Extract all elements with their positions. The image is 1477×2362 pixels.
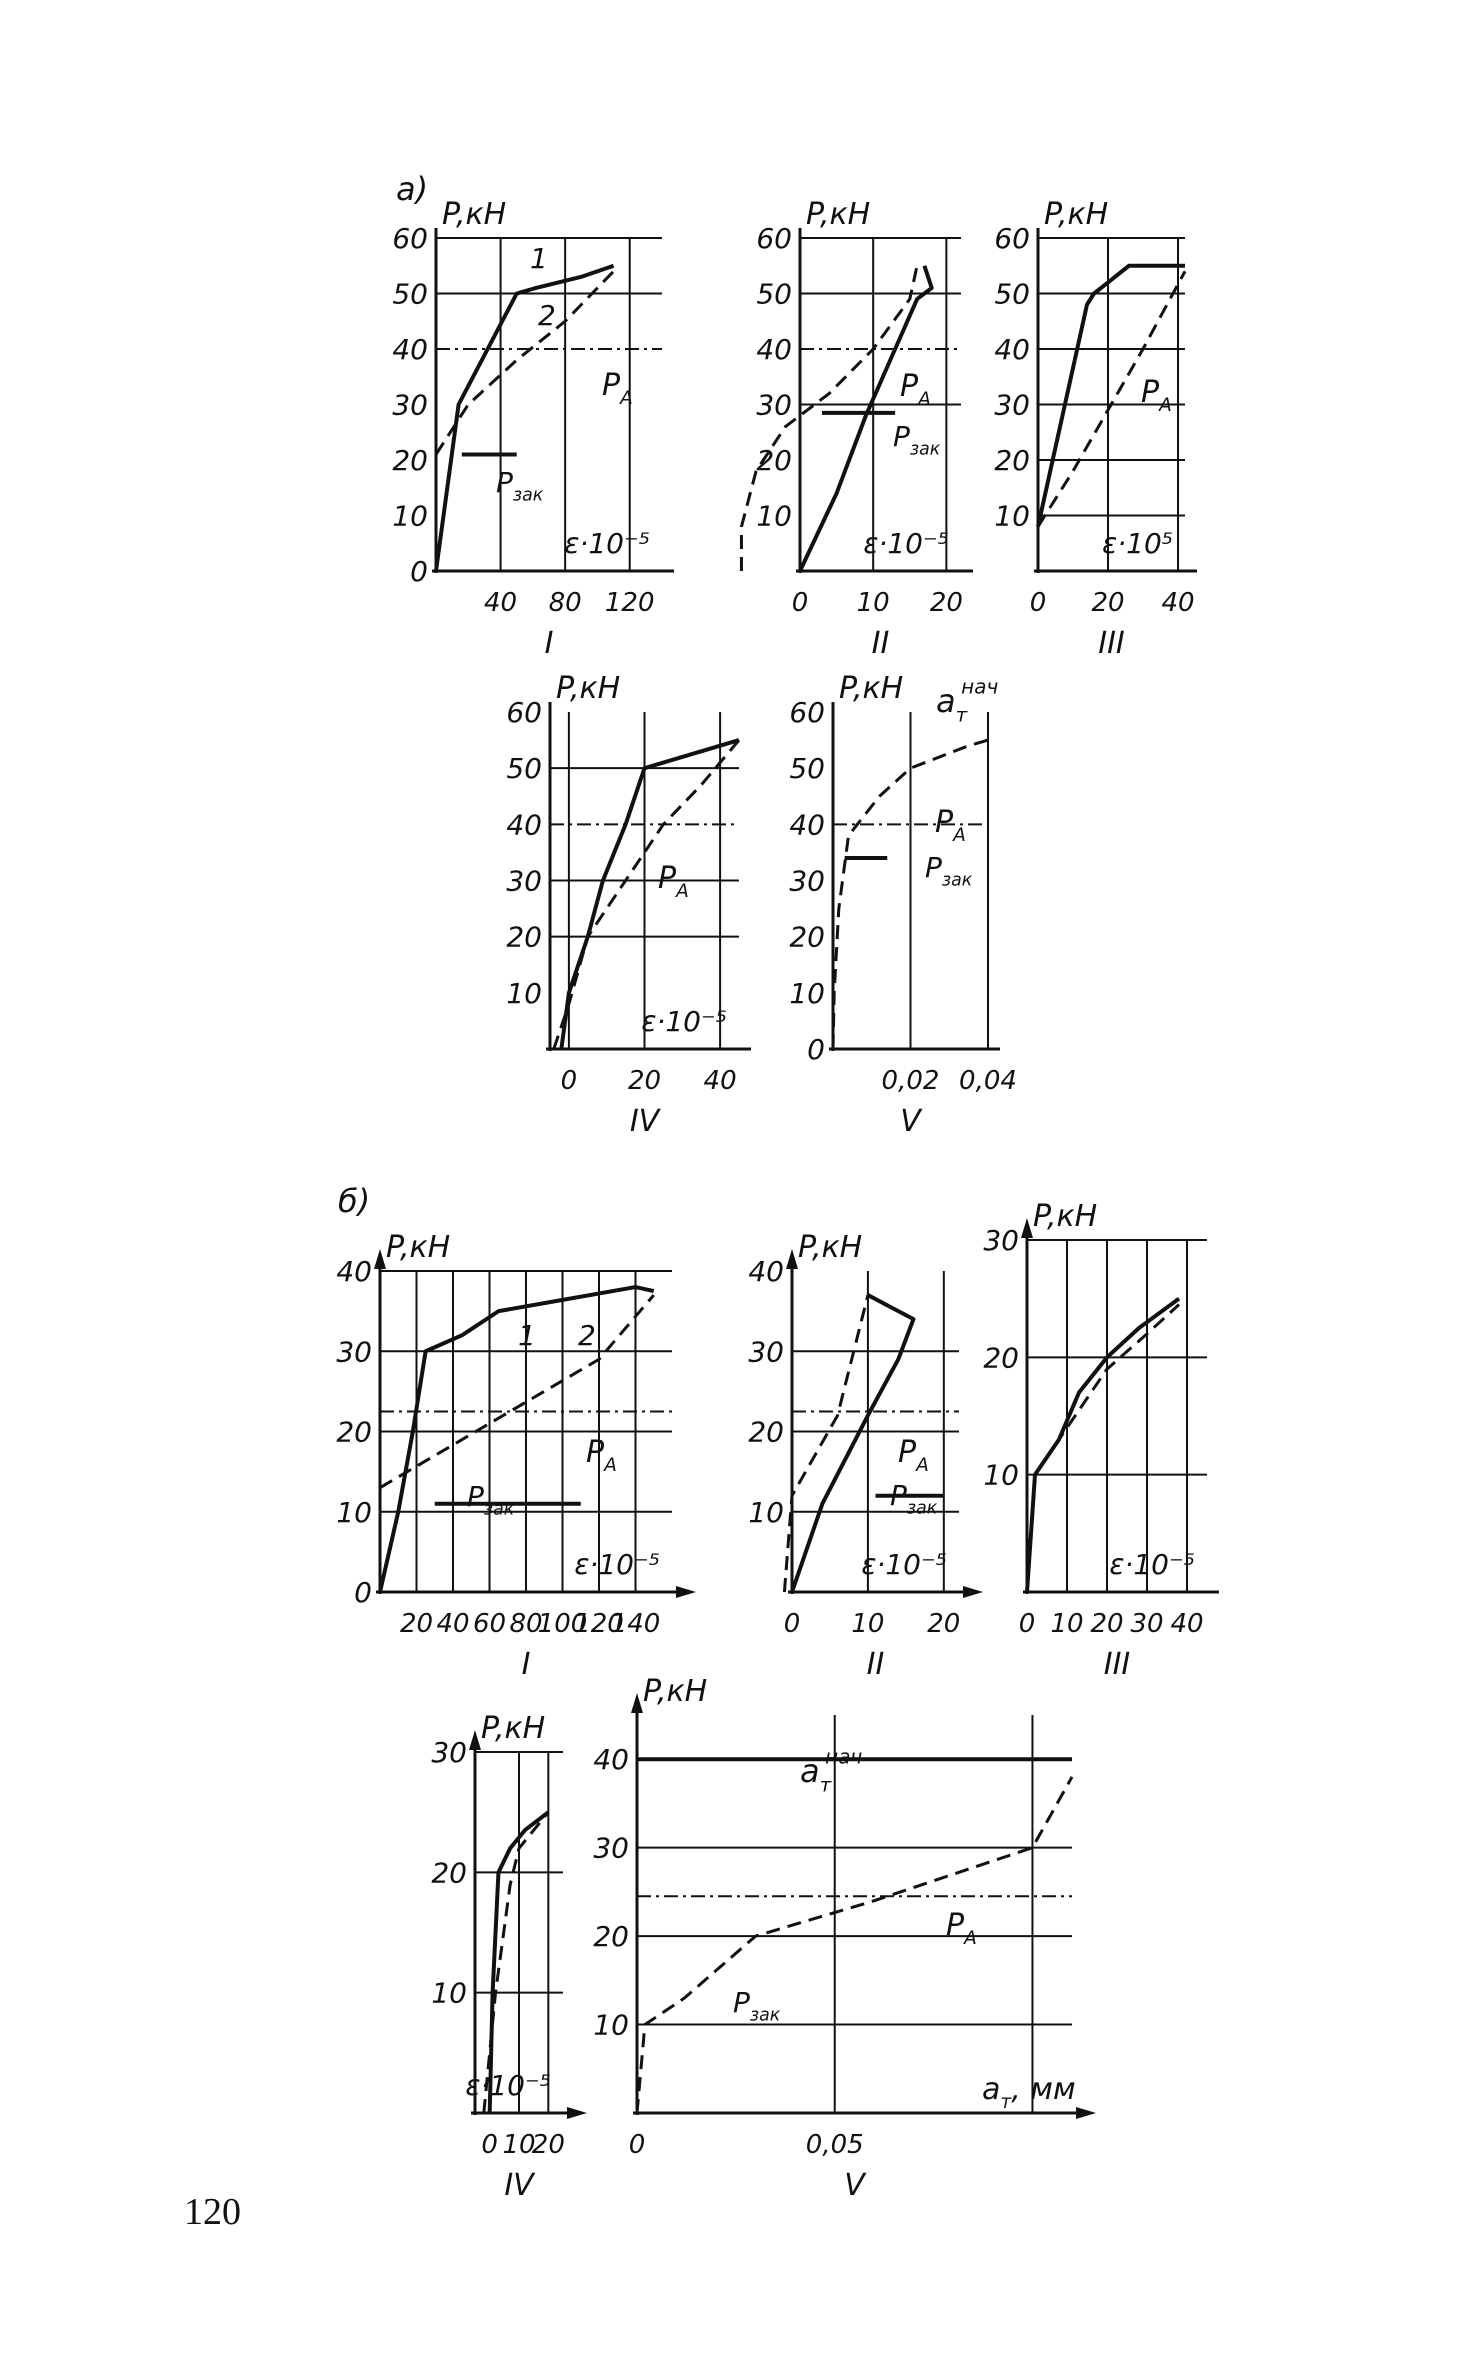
panel-label: V: [900, 1104, 921, 1139]
x-axis-label: ε·10⁻⁵: [1109, 1548, 1195, 1581]
label-p-zak: $P_{зак}$: [890, 1479, 938, 1519]
label-p-a: $P_A$: [946, 1908, 977, 1949]
y-tick-label: 20: [336, 1415, 372, 1449]
y-tick-label: 10: [756, 499, 792, 533]
y-tick-label: 40: [789, 808, 825, 842]
label-p-a: $P_A$: [898, 1435, 929, 1476]
x-tick-label: 0: [791, 588, 809, 618]
x-tick-label: 120: [574, 1609, 624, 1639]
label-p-a: $P_A$: [602, 368, 633, 409]
series-line-2: [436, 271, 614, 454]
x-tick-label: 20: [399, 1609, 434, 1639]
y-axis-label: P,кН: [839, 671, 904, 706]
x-axis-label: ε·10⁻⁵: [564, 527, 650, 560]
panel-label: IV: [629, 1104, 660, 1139]
curve-number-1: 1: [530, 242, 548, 275]
chart-b5: [593, 1674, 1096, 2203]
y-tick-label: 10: [789, 976, 825, 1010]
x-tick-label: 0,02: [881, 1066, 940, 1096]
y-tick-label: 40: [593, 1743, 629, 1777]
y-tick-label: 0: [354, 1576, 372, 1609]
chart-b2: [748, 1230, 983, 1682]
y-tick-label: 40: [756, 333, 792, 366]
y-axis-label: P,кН: [556, 671, 621, 706]
label-p-a: $P_A$: [586, 1435, 617, 1476]
x-tick-label: 20: [1090, 1609, 1124, 1639]
x-axis-label: $a_т$, мм: [982, 2072, 1076, 2113]
y-tick-label: 60: [994, 222, 1030, 255]
label-p-zak: $P_{зак}$: [496, 466, 544, 506]
x-tick-label: 140: [610, 1609, 661, 1639]
y-tick-label: 50: [994, 277, 1030, 311]
y-tick-label: 20: [994, 444, 1030, 477]
label-a-t-nach: $a_тнач$: [936, 674, 999, 727]
y-tick-label: 40: [748, 1255, 784, 1288]
x-axis-label: ε·10⁻⁵: [863, 527, 949, 560]
series-line-1: [380, 1287, 654, 1592]
y-tick-label: 30: [983, 1224, 1019, 1257]
y-tick-label: 20: [506, 920, 542, 954]
section-label: б): [338, 1182, 371, 1220]
y-tick-label: 10: [983, 1458, 1019, 1492]
y-tick-label: 40: [994, 333, 1030, 366]
page-number: 120: [184, 2191, 241, 2233]
series-line-1: [561, 740, 739, 1049]
y-tick-label: 10: [336, 1495, 372, 1529]
x-tick-label: 10: [1050, 1609, 1084, 1639]
y-tick-label: 0: [410, 555, 428, 588]
y-axis-arrow: [469, 1730, 481, 1750]
y-axis-arrow: [786, 1249, 798, 1269]
y-tick-label: 30: [392, 388, 428, 422]
y-tick-label: 30: [506, 864, 542, 898]
x-tick-label: 20: [627, 1066, 662, 1096]
x-axis-label: ε·10⁻⁵: [641, 1005, 727, 1038]
label-p-a: $P_A$: [900, 369, 931, 410]
panel-label: III: [1103, 1647, 1131, 1682]
x-axis-label: ε·10⁵: [1102, 527, 1173, 560]
x-tick-label: 80: [548, 588, 582, 618]
panel-label: IV: [504, 2168, 534, 2203]
y-tick-label: 30: [593, 1831, 629, 1865]
y-tick-label: 60: [756, 222, 792, 255]
x-axis-label: ε·10⁻⁵: [465, 2069, 551, 2102]
x-tick-label: 20: [531, 2130, 565, 2160]
x-tick-label: 0: [1018, 1609, 1036, 1639]
y-tick-label: 10: [431, 1976, 467, 2010]
x-tick-label: 80: [509, 1609, 543, 1639]
x-tick-label: 40: [436, 1609, 470, 1639]
curve-number-1: 1: [518, 1319, 536, 1352]
label-a-t-nach: $a_тнач$: [800, 1744, 863, 1797]
y-tick-label: 20: [392, 444, 428, 477]
curve-number-2: 2: [538, 299, 556, 332]
y-tick-label: 20: [789, 920, 825, 954]
y-tick-label: 50: [506, 752, 542, 786]
y-axis-arrow: [1021, 1218, 1033, 1238]
series-line-1: [436, 266, 614, 571]
x-tick-label: 40: [1170, 1609, 1204, 1639]
label-p-a: $P_A$: [935, 805, 966, 846]
y-tick-label: 30: [756, 388, 792, 422]
x-tick-label: 40: [484, 588, 518, 618]
chart-a2: [741, 197, 973, 661]
x-tick-label: 0: [783, 1609, 801, 1639]
chart-a3: [994, 197, 1197, 661]
y-axis-label: P,кН: [806, 197, 871, 232]
y-axis-label: P,кН: [1033, 1199, 1098, 1234]
curve-number-2: 2: [578, 1319, 596, 1352]
x-axis-arrow: [1076, 2107, 1096, 2119]
x-tick-label: 120: [604, 588, 655, 618]
x-axis-arrow: [963, 1586, 983, 1598]
x-tick-label: 10: [856, 588, 890, 618]
y-tick-label: 60: [789, 696, 825, 729]
x-tick-label: 0: [560, 1066, 578, 1096]
label-p-zak: $P_{зак}$: [925, 851, 973, 891]
label-p-a: $P_A$: [658, 861, 689, 902]
y-tick-label: 40: [506, 808, 542, 842]
y-tick-label: 0: [807, 1033, 825, 1066]
y-axis-label: P,кН: [643, 1674, 708, 1709]
x-tick-label: 0: [481, 2130, 498, 2160]
y-tick-label: 30: [431, 1736, 467, 1769]
y-tick-label: 10: [392, 499, 428, 533]
series-line-1: [637, 1777, 1072, 2113]
y-tick-label: 30: [994, 388, 1030, 422]
label-p-a: $P_A$: [1141, 375, 1172, 416]
x-tick-label: 20: [1091, 588, 1125, 618]
label-p-zak: $P_{зак}$: [893, 420, 941, 460]
y-tick-label: 20: [756, 444, 792, 477]
x-tick-label: 10: [502, 2130, 536, 2160]
chart-b3: [983, 1199, 1219, 1682]
y-tick-label: 40: [336, 1255, 372, 1288]
x-tick-label: 40: [703, 1066, 737, 1096]
x-tick-label: 20: [927, 1609, 961, 1639]
y-tick-label: 50: [756, 277, 792, 311]
panel-label: I: [521, 1647, 531, 1682]
x-tick-label: 60: [472, 1609, 507, 1639]
label-p-zak: $P_{зак}$: [467, 1480, 515, 1520]
y-axis-arrow: [631, 1693, 643, 1713]
panel-label: V: [844, 2168, 865, 2203]
x-tick-label: 30: [1130, 1609, 1164, 1639]
y-tick-label: 20: [748, 1415, 784, 1449]
chart-a4: [506, 671, 751, 1139]
x-axis-label: ε·10⁻⁵: [574, 1548, 660, 1581]
panel-label: II: [871, 626, 890, 661]
y-axis-label: P,кН: [442, 197, 507, 232]
x-tick-label: 20: [929, 588, 963, 618]
y-axis-label: P,кН: [386, 1230, 451, 1265]
y-tick-label: 10: [748, 1495, 784, 1529]
panel-label: I: [544, 626, 554, 661]
chart-a5: [789, 671, 1017, 1139]
section-label: а): [396, 170, 429, 208]
y-tick-label: 30: [789, 864, 825, 898]
y-tick-label: 10: [506, 976, 542, 1010]
y-tick-label: 20: [983, 1341, 1019, 1375]
x-tick-label: 0,04: [959, 1066, 1017, 1096]
y-axis-arrow: [374, 1249, 386, 1269]
y-tick-label: 20: [593, 1920, 629, 1954]
label-p-zak: $P_{зак}$: [733, 1986, 781, 2026]
y-tick-label: 60: [392, 222, 428, 255]
x-axis-arrow: [567, 2107, 587, 2119]
y-tick-label: 30: [336, 1335, 372, 1369]
y-tick-label: 20: [431, 1856, 467, 1890]
x-tick-label: 10: [851, 1609, 885, 1639]
y-axis-label: P,кН: [481, 1711, 546, 1746]
panel-label: III: [1098, 626, 1125, 661]
chart-b4: [431, 1711, 587, 2203]
y-tick-label: 10: [593, 2008, 629, 2042]
y-tick-label: 40: [392, 333, 428, 366]
panel-label: II: [866, 1647, 885, 1682]
chart-b1: [336, 1182, 696, 1682]
chart-a1: [392, 170, 674, 661]
x-axis-arrow: [676, 1586, 696, 1598]
y-axis-label: P,кН: [798, 1230, 863, 1265]
y-tick-label: 50: [392, 277, 428, 311]
y-tick-label: 10: [994, 499, 1030, 533]
x-tick-label: 100: [537, 1609, 588, 1639]
series-line-2: [554, 740, 739, 1049]
y-tick-label: 50: [789, 752, 825, 786]
x-axis-label: ε·10⁻⁵: [861, 1548, 947, 1581]
x-tick-label: 40: [1161, 588, 1195, 618]
x-tick-label: 0: [1029, 588, 1047, 618]
y-tick-label: 30: [748, 1335, 784, 1369]
y-tick-label: 60: [506, 696, 542, 729]
y-axis-label: P,кН: [1044, 197, 1109, 232]
x-tick-label: 0: [628, 2130, 646, 2160]
x-tick-label: 0,05: [805, 2130, 864, 2160]
series-line-1: [800, 266, 932, 571]
